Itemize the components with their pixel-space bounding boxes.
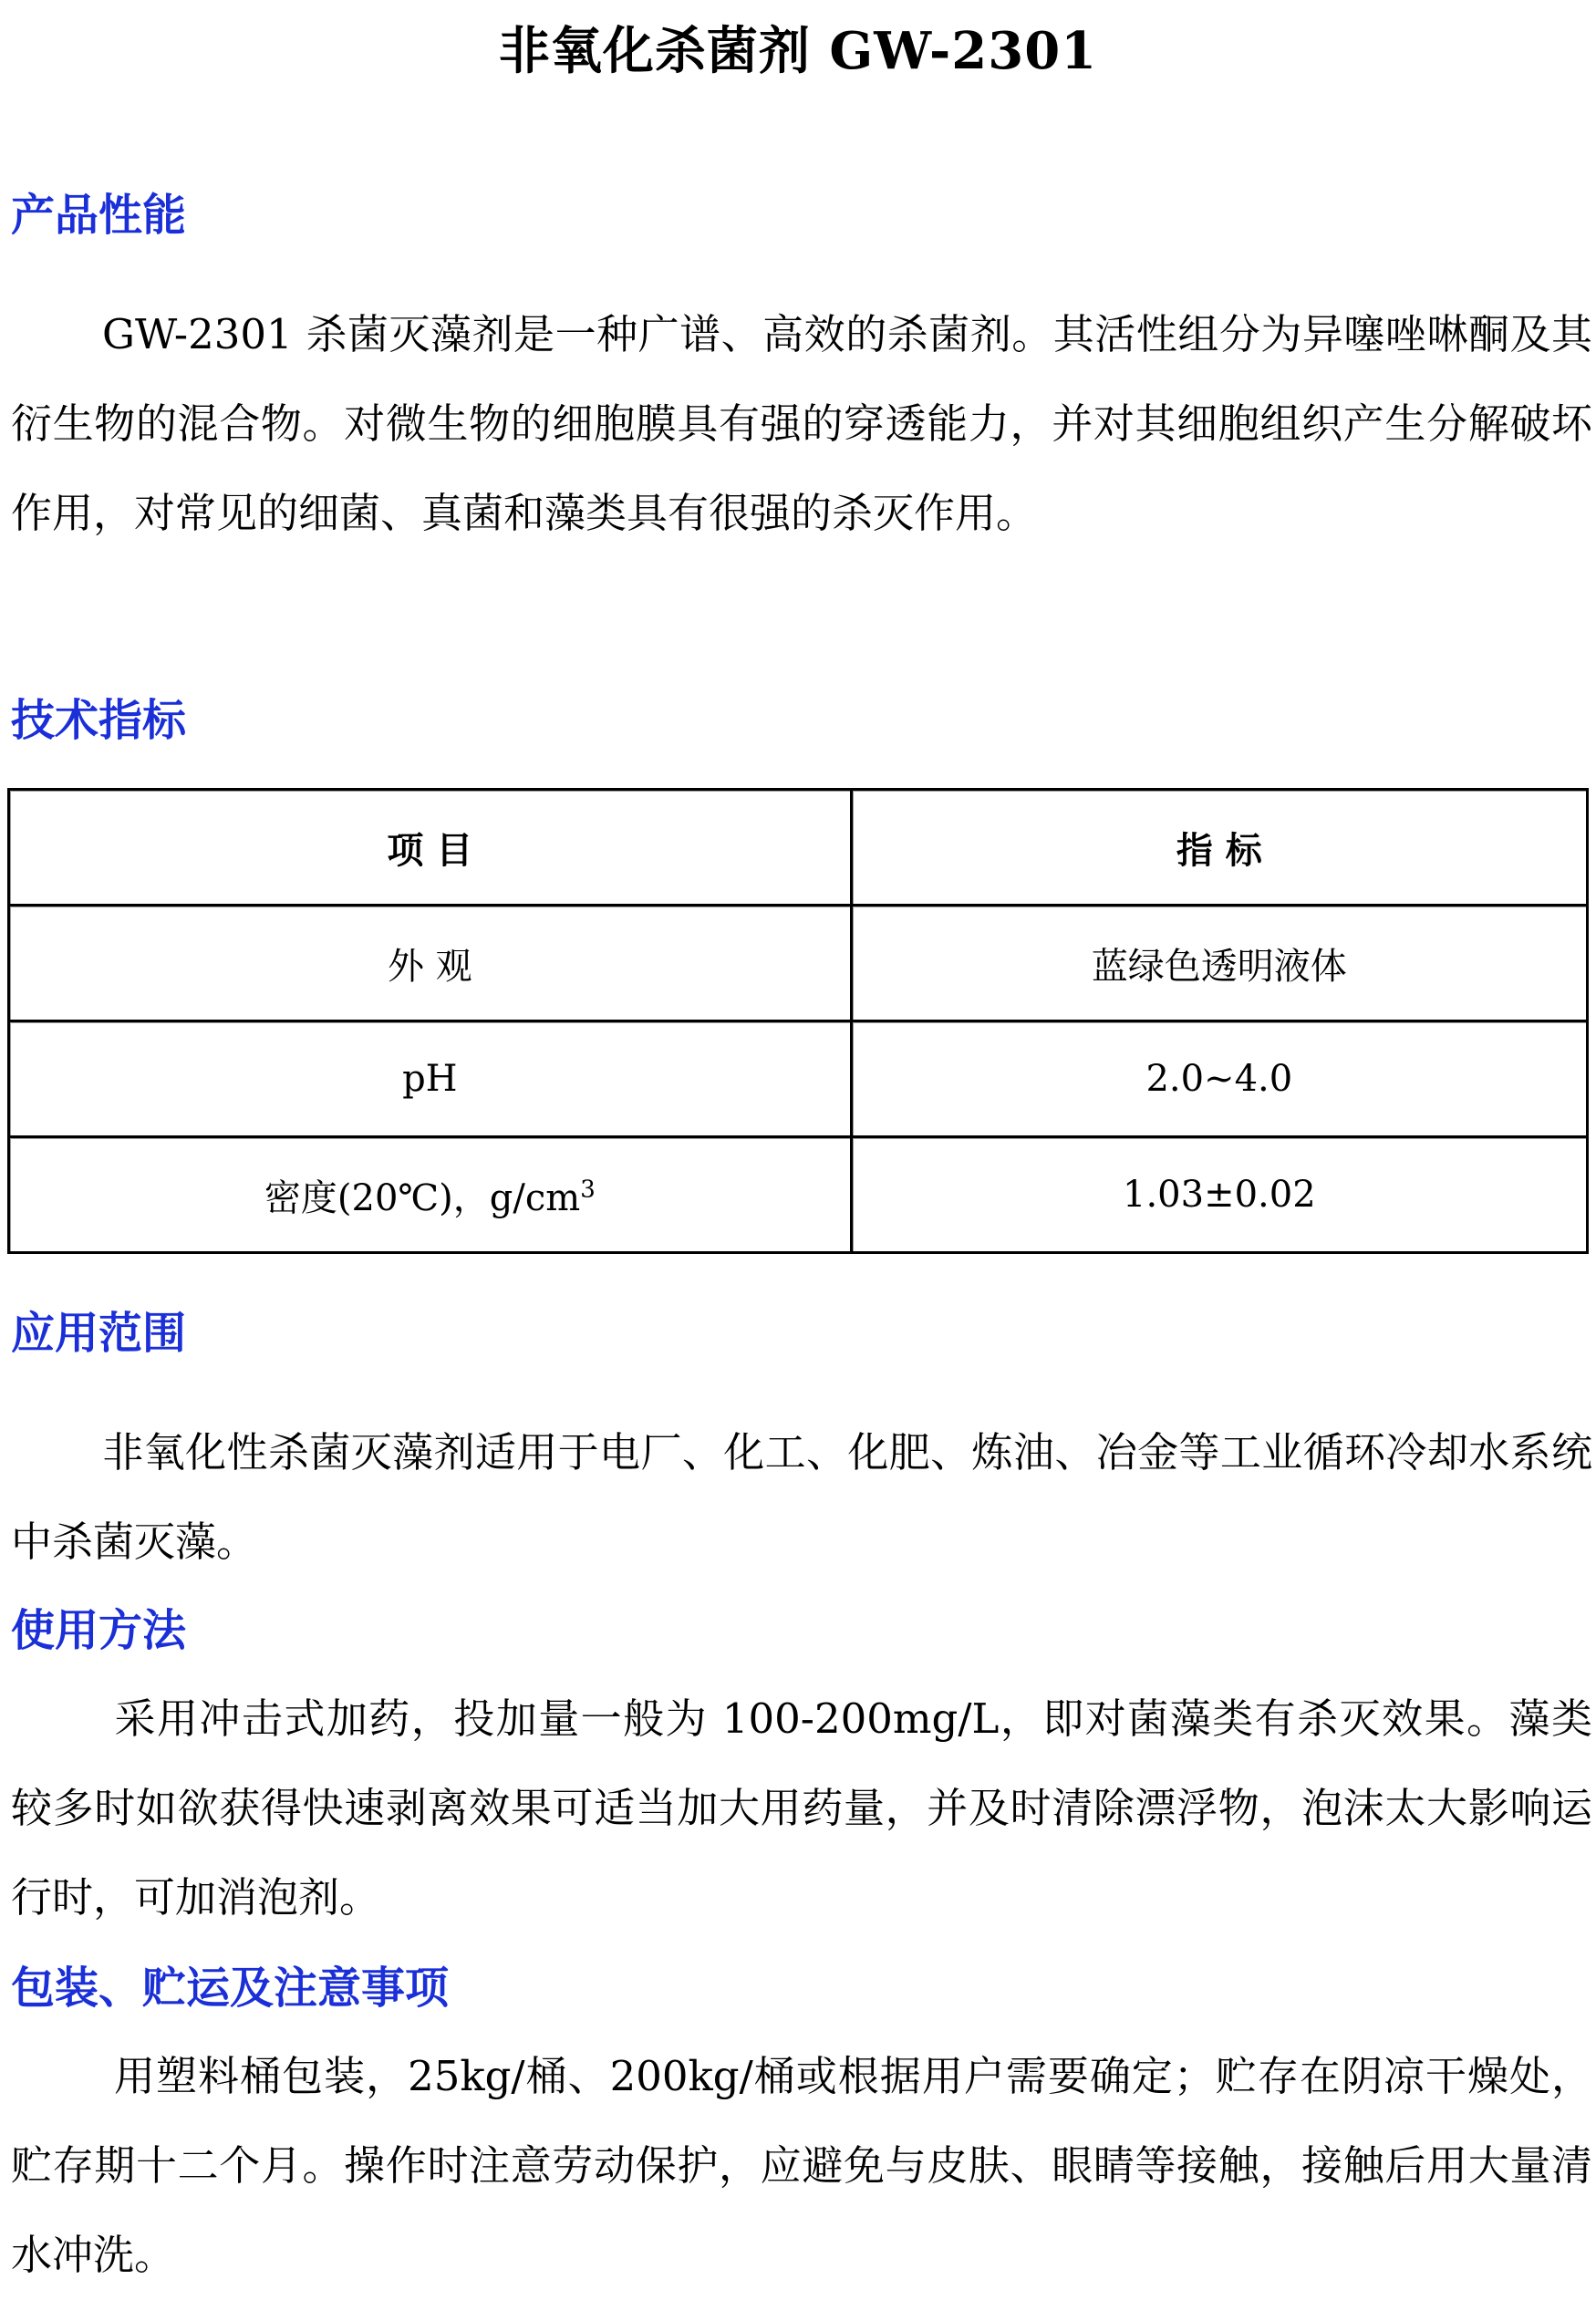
document-title: 非氧化杀菌剂 GW-2301	[498, 21, 1098, 81]
heading-application: 应用范围	[11, 1308, 187, 1359]
heading-specs: 技术指标	[11, 695, 187, 746]
density-label: 密度(20℃)，g/cm	[264, 1176, 581, 1219]
spec-table	[7, 788, 1589, 1254]
performance-paragraph	[11, 290, 1592, 558]
table-row	[10, 1022, 1586, 1138]
table-cell-value: 1.03±0.02	[853, 1138, 1586, 1251]
usage-text: 采用冲击式加药，投加量一般为 100-200mg/L，即对菌藻类有杀灭效果。藻类较多时如欲获得快速剥离效果可适当加大用药量，并及时清除漂浮物，泡沫太大影响运行时，可加消泡剂。	[11, 1694, 1592, 1922]
table-header-item: 项 目	[10, 791, 853, 907]
table-row	[10, 1138, 1586, 1251]
density-unit-superscript: 3	[580, 1176, 596, 1204]
usage-paragraph	[11, 1674, 1592, 1943]
heading-performance: 产品性能	[11, 190, 187, 241]
performance-text: GW-2301 杀菌灭藻剂是一种广谱、高效的杀菌剂。其活性组分为异噻唑啉酮及其衍生物的混合物。对微生物的细胞膜具有强的穿透能力，并对其细胞组织产生分解破坏作用，对常见的细菌、真菌和藻类具有很强的杀灭作用。	[11, 310, 1592, 537]
table-cell-value: 蓝绿色透明液体	[853, 907, 1586, 1022]
table-cell-item	[10, 1138, 853, 1251]
application-text: 非氧化性杀菌灭藻剂适用于电厂、化工、化肥、炼油、冶金等工业循环冷却水系统中杀菌灭藻。	[11, 1428, 1592, 1566]
heading-packaging: 包装、贮运及注意事项	[11, 1963, 450, 2014]
table-header-row	[10, 791, 1586, 907]
table-row	[10, 907, 1586, 1022]
application-paragraph	[11, 1408, 1592, 1587]
packaging-text: 用塑料桶包装，25kg/桶、200kg/桶或根据用户需要确定；贮存在阴凉干燥处，贮存期十二个月。操作时注意劳动保护，应避免与皮肤、眼睛等接触，接触后用大量清水冲洗。	[11, 2052, 1592, 2279]
heading-usage: 使用方法	[11, 1605, 187, 1656]
table-header-index: 指 标	[853, 791, 1586, 907]
table-cell-item: pH	[10, 1022, 853, 1138]
packaging-paragraph	[11, 2032, 1592, 2300]
table-cell-value: 2.0~4.0	[853, 1022, 1586, 1138]
table-cell-item: 外 观	[10, 907, 853, 1022]
